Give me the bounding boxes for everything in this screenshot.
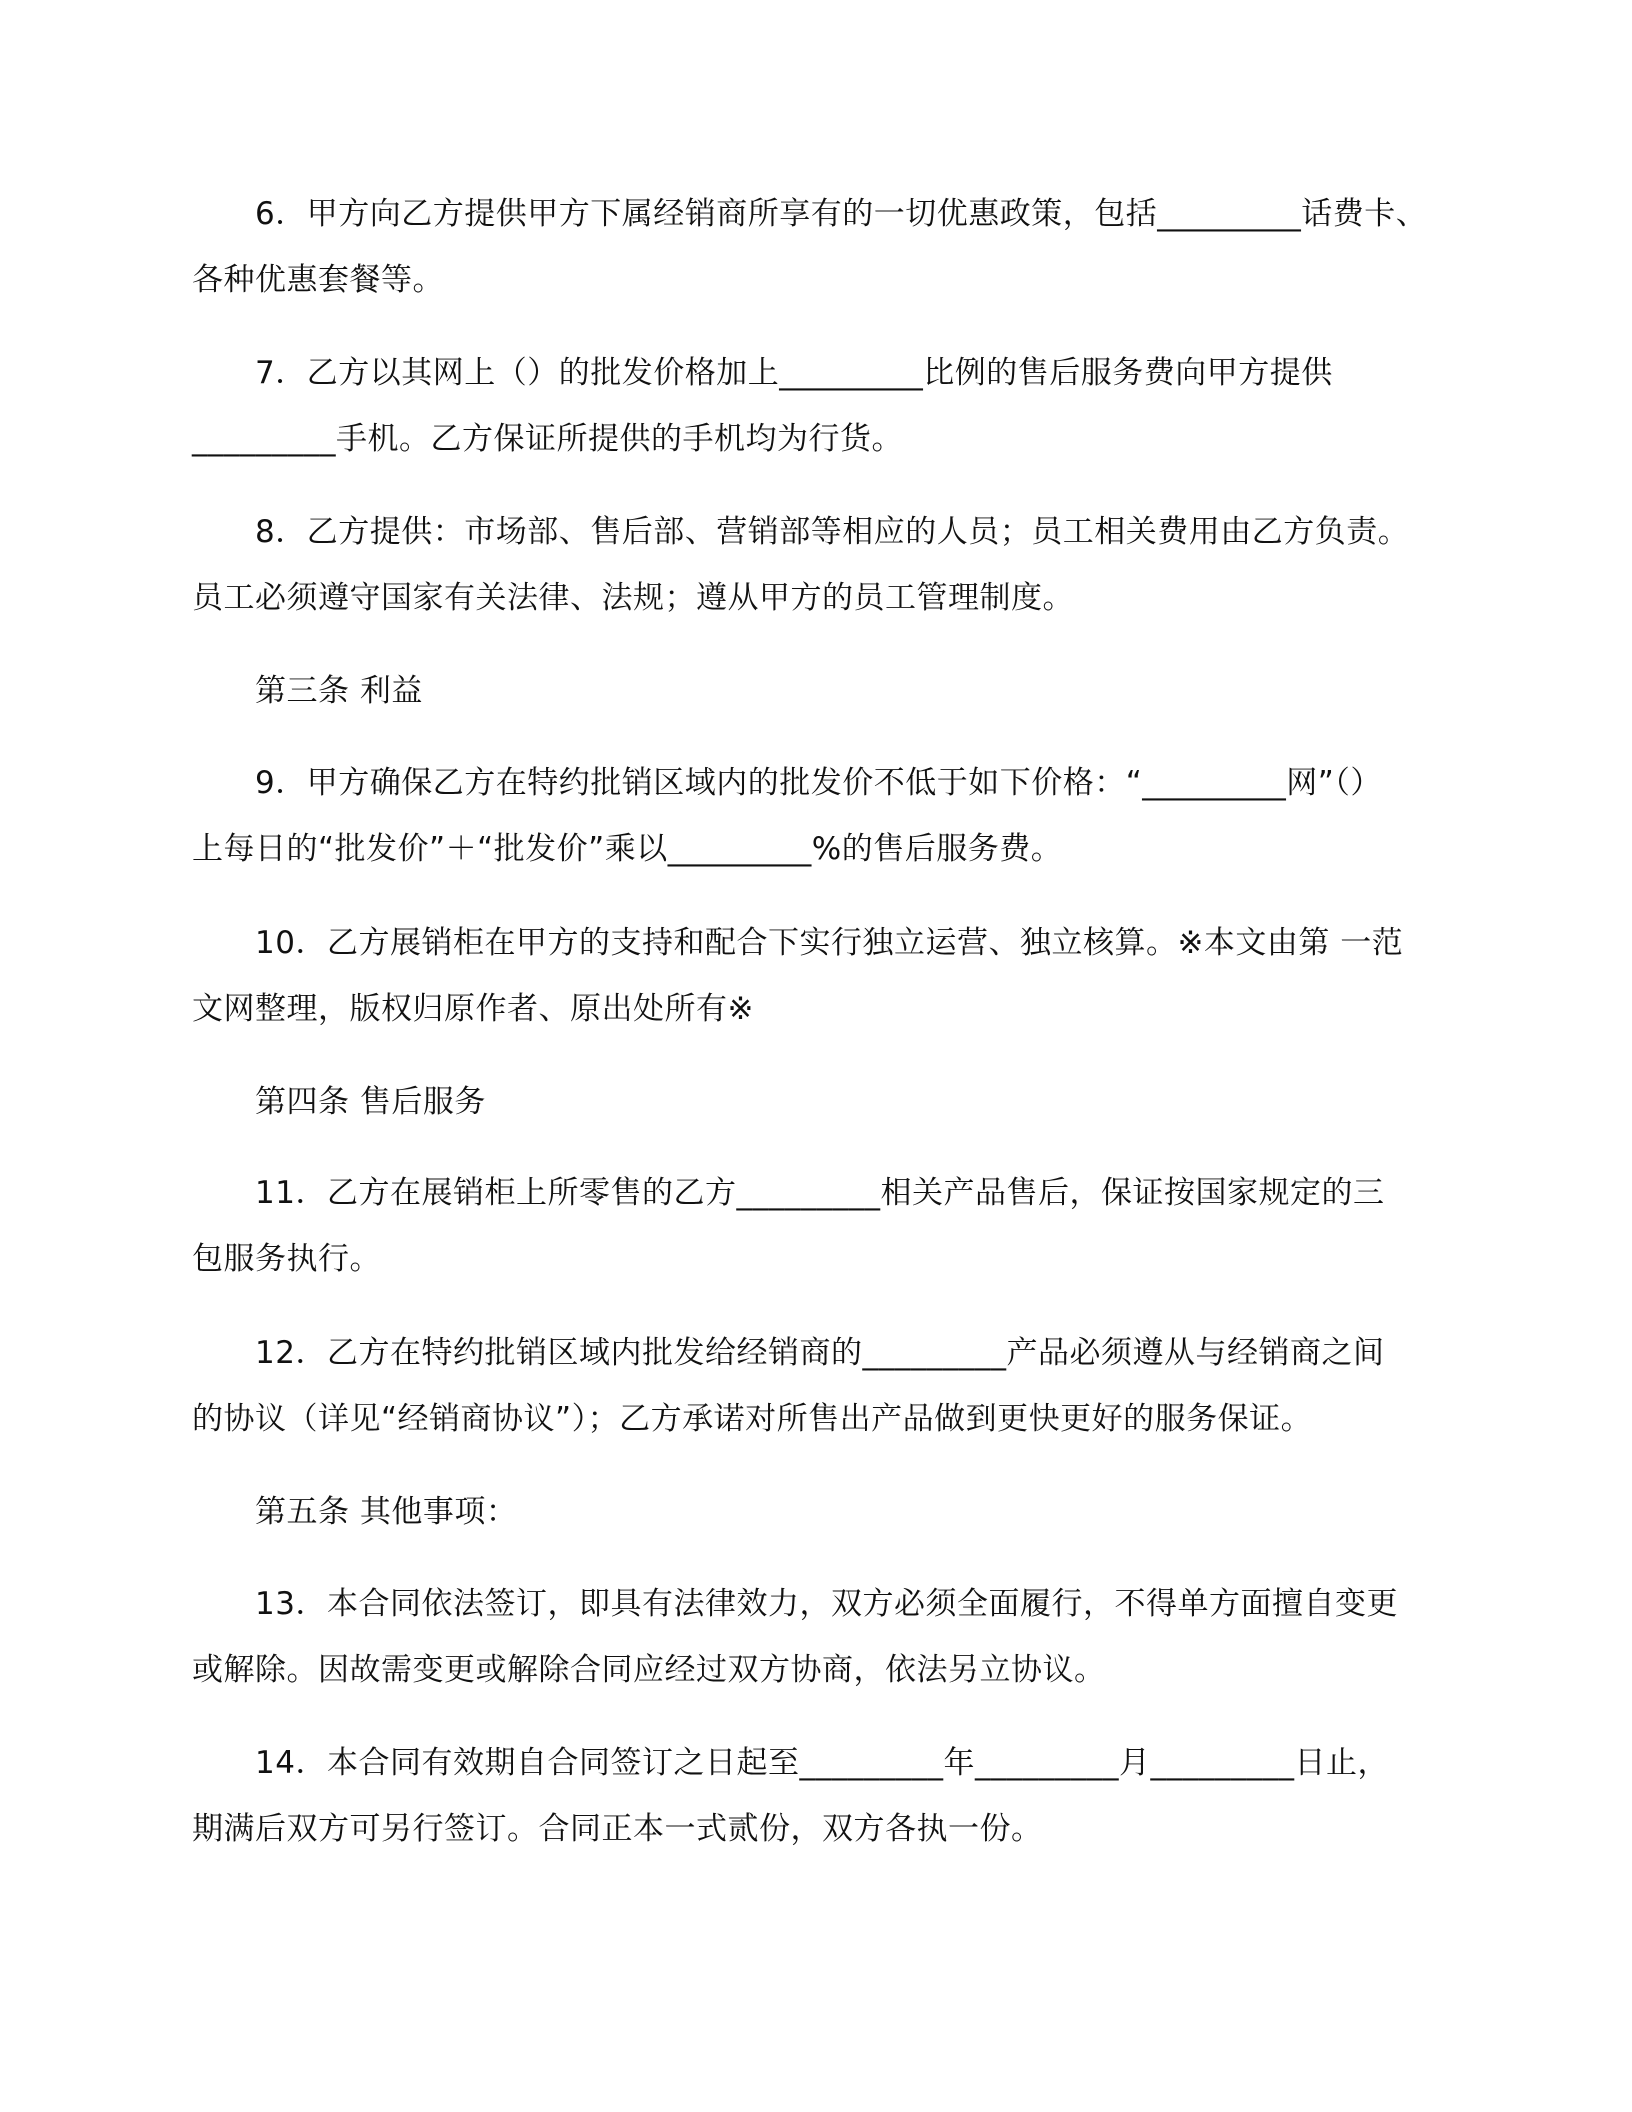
clause-11-line-2: 包服务执行。 <box>192 1241 381 1277</box>
clause-10-line-2: 文网整理，版权归原作者、原出处所有※ <box>192 991 754 1027</box>
clause-8 <box>192 499 1452 631</box>
clause-6-line-1: 6．甲方向乙方提供甲方下属经销商所享有的一切优惠政策，包括_________话费卡、 <box>255 196 1428 232</box>
clause-10 <box>192 910 1452 1042</box>
clause-14-line-2: 期满后双方可另行签订。合同正本一式贰份，双方各执一份。 <box>192 1811 1043 1847</box>
clause-8-line-2: 员工必须遵守国家有关法律、法规；遵从甲方的员工管理制度。 <box>192 580 1074 616</box>
clause-13 <box>192 1571 1452 1703</box>
clause-9 <box>192 750 1452 882</box>
clause-14-line-1: 14．本合同有效期自合同签订之日起至_________年_________月_________日止， <box>255 1745 1389 1781</box>
clause-11 <box>192 1160 1452 1292</box>
clause-11-line-1: 11．乙方在展销柜上所零售的乙方_________相关产品售后，保证按国家规定的三 <box>255 1175 1385 1211</box>
clause-8-line-1: 8．乙方提供：市场部、售后部、营销部等相应的人员；员工相关费用由乙方负责。 <box>255 514 1410 550</box>
clause-13-line-2: 或解除。因故需变更或解除合同应经过双方协商，依法另立协议。 <box>192 1652 1106 1688</box>
clause-6-line-2: 各种优惠套餐等。 <box>192 262 444 298</box>
clause-9-line-2: 上每日的“批发价”＋“批发价”乘以_________%的售后服务费。 <box>192 831 1063 867</box>
clause-13-line-1: 13．本合同依法签订，即具有法律效力，双方必须全面履行，不得单方面擅自变更 <box>255 1586 1398 1622</box>
clause-12 <box>192 1320 1452 1452</box>
clause-14 <box>192 1730 1452 1862</box>
clause-12-line-1: 12．乙方在特约批销区域内批发给经销商的_________产品必须遵从与经销商之间 <box>255 1335 1385 1371</box>
section-5-heading: 第五条 其他事项： <box>255 1494 518 1530</box>
clause-10-line-1: 10．乙方展销柜在甲方的支持和配合下实行独立运营、独立核算。※本文由第 一范 <box>255 925 1404 961</box>
clause-7-line-1: 7．乙方以其网上（）的批发价格加上_________比例的售后服务费向甲方提供 <box>255 355 1333 391</box>
clause-12-line-2: 的协议（详见“经销商协议”）；乙方承诺对所售出产品做到更快更好的服务保证。 <box>192 1401 1313 1437</box>
clause-9-line-1: 9．甲方确保乙方在特约批销区域内的批发价不低于如下价格：“_________网”（） <box>255 765 1382 801</box>
clause-7 <box>192 340 1452 472</box>
section-3-heading: 第三条 利益 <box>255 673 423 709</box>
clause-7-line-2: _________手机。乙方保证所提供的手机均为行货。 <box>192 421 903 457</box>
section-4-heading: 第四条 售后服务 <box>255 1084 486 1120</box>
clause-6 <box>192 181 1452 313</box>
